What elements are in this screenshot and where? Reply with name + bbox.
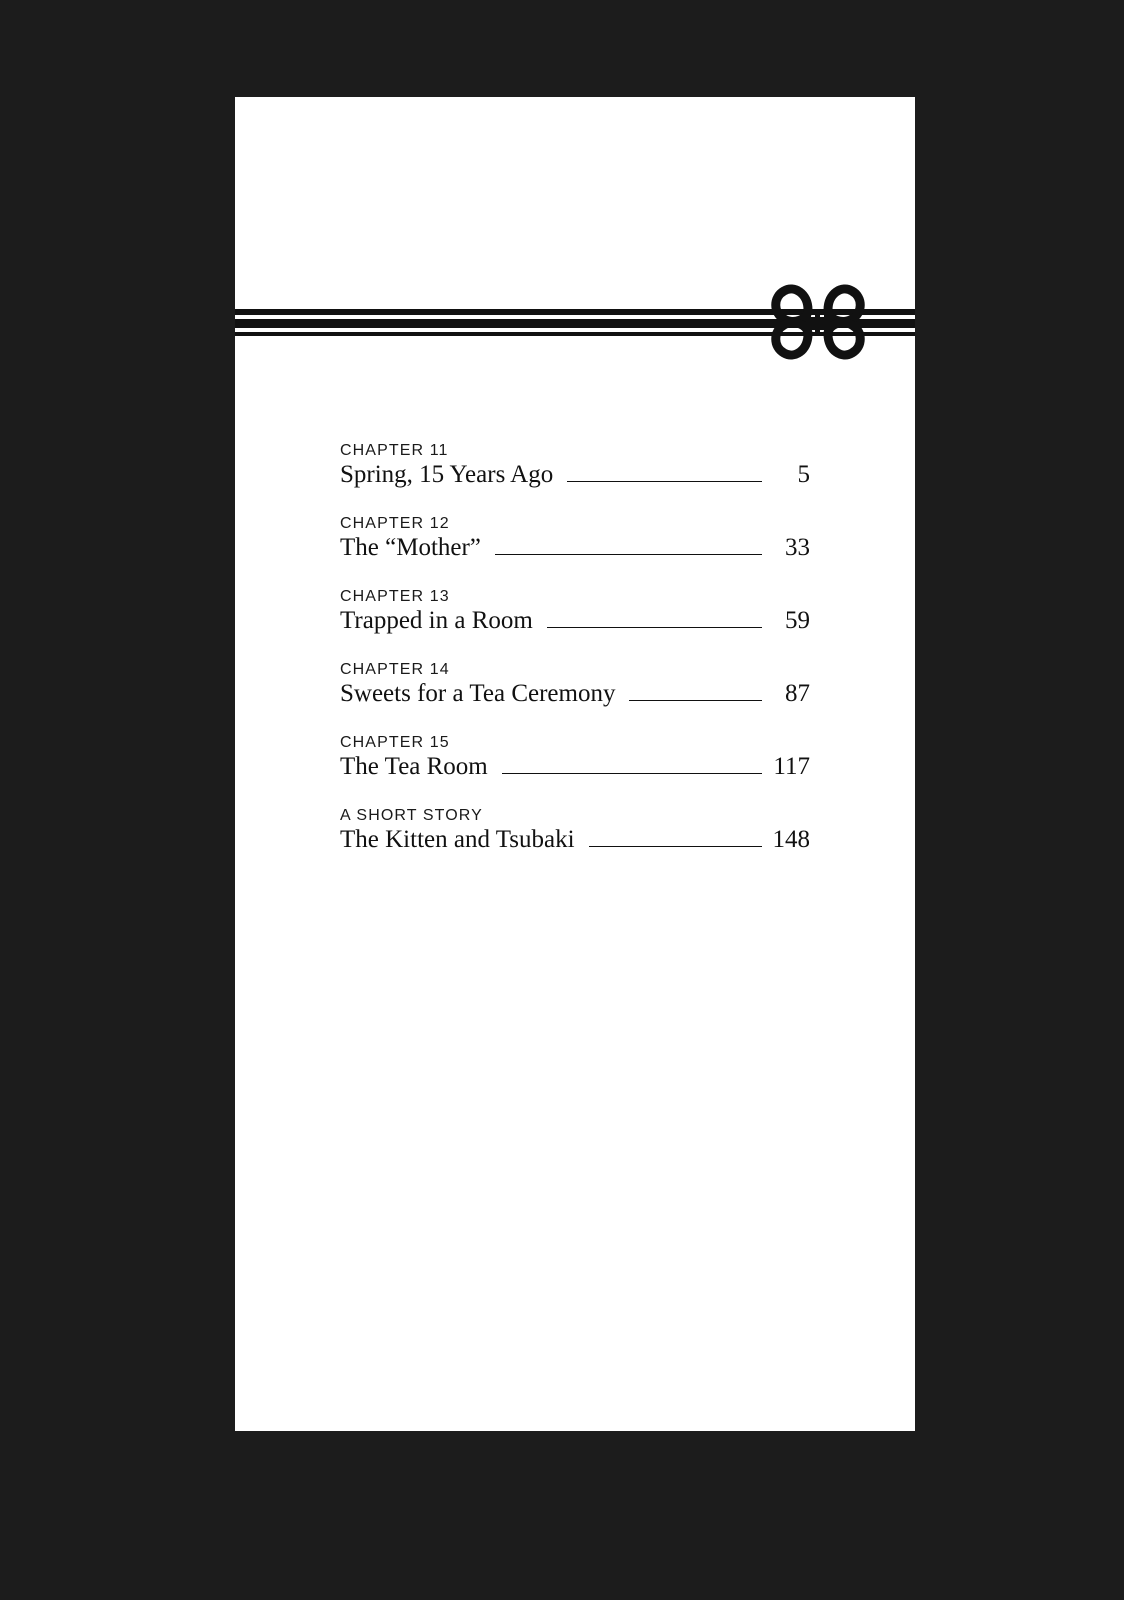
toc-entry-title: The Tea Room (340, 753, 488, 780)
toc-chapter-label: CHAPTER 12 (340, 515, 450, 532)
toc-entry-row (340, 680, 810, 708)
toc-chapter-label: A SHORT STORY (340, 807, 483, 824)
toc-entry[interactable] (340, 588, 810, 635)
toc-page-number: 87 (785, 680, 810, 707)
toc-entry[interactable] (340, 661, 810, 708)
toc-entry-row (340, 826, 810, 854)
toc-chapter-label: CHAPTER 14 (340, 661, 450, 678)
toc-entry-title: Trapped in a Room (340, 607, 533, 634)
toc-chapter-label: CHAPTER 15 (340, 734, 450, 751)
toc-leader-line (547, 627, 762, 628)
toc-entry-title: The “Mother” (340, 534, 481, 561)
toc-entry[interactable] (340, 442, 810, 489)
toc-entry[interactable] (340, 807, 810, 854)
toc-page-number: 5 (797, 461, 810, 488)
book-page (235, 97, 915, 1431)
toc-entry-row (340, 461, 810, 489)
toc-entry-row (340, 607, 810, 635)
toc-leader-line (589, 846, 762, 847)
toc-page-number: 33 (785, 534, 810, 561)
toc-leader-line (502, 773, 762, 774)
toc-leader-line (629, 700, 762, 701)
floral-knot-ornament-icon (753, 257, 883, 387)
toc-entry-title: Sweets for a Tea Ceremony (340, 680, 616, 707)
toc-entry[interactable] (340, 515, 810, 562)
toc-leader-line (495, 554, 762, 555)
toc-page-number: 148 (772, 826, 810, 853)
toc-page-number: 59 (785, 607, 810, 634)
toc-entry[interactable] (340, 734, 810, 781)
toc-entry-title: The Kitten and Tsubaki (340, 826, 575, 853)
toc-entry-title: Spring, 15 Years Ago (340, 461, 554, 488)
toc-entry-row (340, 534, 810, 562)
toc-page-number: 117 (773, 753, 810, 780)
toc-chapter-label: CHAPTER 11 (340, 442, 449, 459)
toc-leader-line (567, 481, 762, 482)
table-of-contents (340, 442, 810, 880)
toc-entry-row (340, 753, 810, 781)
toc-chapter-label: CHAPTER 13 (340, 588, 450, 605)
